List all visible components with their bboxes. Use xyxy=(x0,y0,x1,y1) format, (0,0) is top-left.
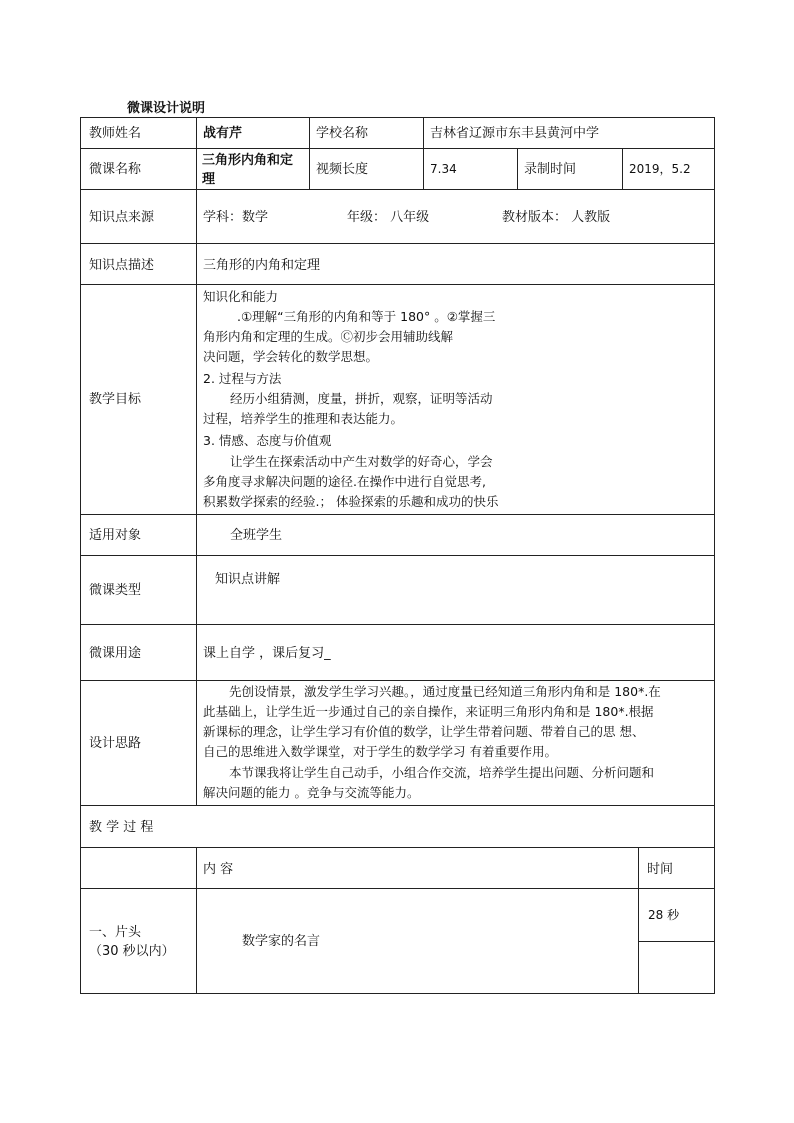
cell-stage-time xyxy=(638,888,715,994)
teacher-name-value: 战有芹 xyxy=(203,126,243,141)
design-line: 新课标的理念，让学生学习有价值的数学，让学生带着问题、带着自己的思 想、 xyxy=(203,724,645,739)
stage-time: 28 秒 xyxy=(648,908,680,922)
course-name-value: 三角形内角和定 xyxy=(202,153,294,168)
course-usage-label: 微课用途 xyxy=(89,646,142,661)
cell-usage-value xyxy=(196,624,715,681)
cell-stage-label xyxy=(80,888,197,994)
cell-process-heading xyxy=(80,805,715,848)
course-usage-value: 课上自学 ，课后复习_ xyxy=(203,646,331,661)
goal-line: 过程，培养学生的推理和表达能力。 xyxy=(203,411,404,426)
cell-goal-label xyxy=(80,284,197,515)
design-line: 此基础上，让学生近一步通过自己的亲自操作，来证明三角形内角和是 180*.根据 xyxy=(203,704,654,719)
video-length-value: 7.34 xyxy=(430,162,457,176)
cell-content-header xyxy=(196,847,639,889)
cell-desc-label xyxy=(80,243,197,285)
cell-school-value xyxy=(423,117,715,149)
goal-line: 多角度寻求解决问题的途径.在操作中进行自觉思考, xyxy=(203,474,486,489)
goal-line: 知识化和能力 xyxy=(203,289,279,304)
cell-desc-value xyxy=(196,243,715,285)
cell-course-label xyxy=(80,148,197,190)
cell-source-label xyxy=(80,189,197,244)
cell-teacher-value xyxy=(196,117,310,149)
grade-value: 年级： 八年级 xyxy=(347,210,430,225)
cell-teacher-label xyxy=(80,117,197,149)
goal-line: .①理解“三角形的内角和等于 180° 。②掌握三 xyxy=(237,309,496,324)
cell-stage-content xyxy=(196,888,639,994)
stage-duration-limit: （30 秒以内） xyxy=(89,944,175,959)
textbook-value: 教材版本： 人教版 xyxy=(502,210,611,225)
cell-length-label xyxy=(309,148,424,190)
school-name-label: 学校名称 xyxy=(316,126,369,141)
cell-course-value xyxy=(196,148,310,190)
content-header: 内 容 xyxy=(203,862,234,877)
time-cell-divider xyxy=(639,941,714,942)
cell-design-label xyxy=(80,680,197,806)
video-length-label: 视频长度 xyxy=(316,162,369,177)
goal-line: 积累数学探索的经验.； 体验探索的乐趣和成功的快乐 xyxy=(203,494,499,509)
cell-audience-label xyxy=(80,514,197,556)
record-time-label: 录制时间 xyxy=(524,162,577,177)
design-line: 自己的思维进入数学课堂，对于学生的数学学习 有着重要作用。 xyxy=(203,744,557,759)
goal-line: 角形内角和定理的生成。Ⓒ初步会用辅助线解 xyxy=(203,329,454,344)
record-time-value: 2019，5.2 xyxy=(629,162,691,176)
process-heading: 教 学 过 程 xyxy=(89,820,154,835)
knowledge-desc-label: 知识点描述 xyxy=(89,258,155,273)
teacher-name-label: 教师姓名 xyxy=(89,126,142,141)
course-name-label: 微课名称 xyxy=(89,162,142,177)
design-idea-label: 设计思路 xyxy=(89,736,142,751)
knowledge-desc-value: 三角形的内角和定理 xyxy=(203,258,321,273)
design-line: 本节课我将让学生自己动手，小组合作交流，培养学生提出问题、分析问题和 xyxy=(229,765,655,780)
audience-value: 全班学生 xyxy=(230,528,283,543)
cell-record-label xyxy=(517,148,623,190)
document-title: 微课设计说明 xyxy=(127,101,206,116)
cell-source-value xyxy=(196,189,715,244)
teaching-goal-label: 教学目标 xyxy=(89,392,142,407)
cell-type-label xyxy=(80,555,197,625)
audience-label: 适用对象 xyxy=(89,528,142,543)
cell-length-value xyxy=(423,148,518,190)
goal-line: 经历小组猜测，度量，拼折，观察，证明等活动 xyxy=(230,391,493,406)
cell-design-value xyxy=(196,680,715,806)
course-type-label: 微课类型 xyxy=(89,583,142,598)
time-header: 时间 xyxy=(647,862,674,877)
cell-record-value xyxy=(622,148,715,190)
goal-line: 2. 过程与方法 xyxy=(203,371,282,386)
cell-usage-label xyxy=(80,624,197,681)
cell-school-label xyxy=(309,117,424,149)
cell-time-header xyxy=(638,847,715,889)
design-line: 解决问题的能力 。竞争与交流等能力。 xyxy=(203,785,420,800)
goal-line: 决问题，学会转化的数学思想。 xyxy=(203,349,379,364)
goal-line: 3. 情感、态度与价值观 xyxy=(203,433,332,448)
subject-value: 学科：数学 xyxy=(203,210,269,225)
course-name-value-cont: 理 xyxy=(202,172,216,187)
course-type-value: 知识点讲解 xyxy=(215,572,281,587)
cell-process-blank xyxy=(80,847,197,889)
stage-title: 一、片头 xyxy=(89,925,142,940)
cell-type-value xyxy=(196,555,715,625)
design-line: 先创设情景，激发学生学习兴趣。，通过度量已经知道三角形内角和是 180*.在 xyxy=(229,684,661,699)
cell-audience-value xyxy=(196,514,715,556)
goal-line: 让学生在探索活动中产生对数学的好奇心，学会 xyxy=(230,454,493,469)
school-name-value: 吉林省辽源市东丰县黄河中学 xyxy=(430,126,600,141)
knowledge-source-label: 知识点来源 xyxy=(89,210,155,225)
stage-content: 数学家的名言 xyxy=(242,934,321,949)
cell-goal-value xyxy=(196,284,715,515)
